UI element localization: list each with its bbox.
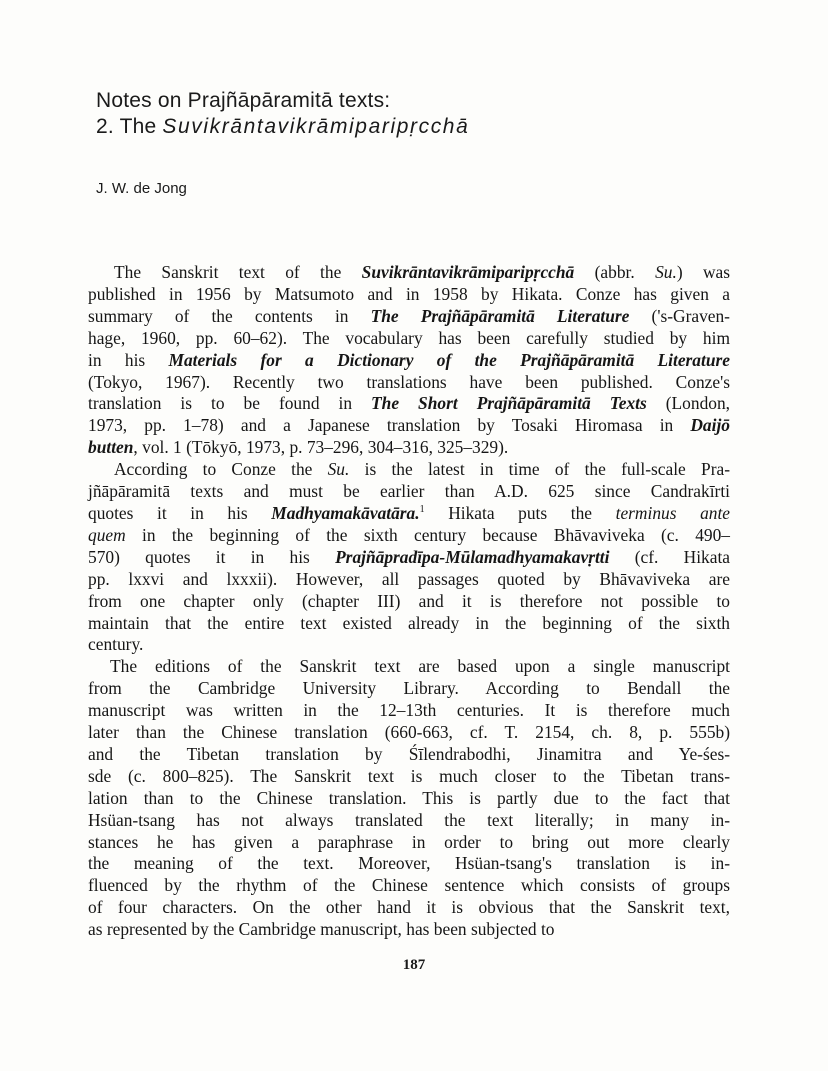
text-run: (London, — [646, 393, 731, 414]
text-run: quotes it in his — [88, 502, 272, 523]
text-run: of four characters. On the other hand it is obvious that the Sanskrit text, — [88, 897, 730, 918]
body-line — [88, 393, 730, 415]
article-body — [88, 262, 730, 941]
text-run: Hsüan-tsang has not always translated the text literally; in many in- — [88, 809, 730, 830]
text-run: the meaning of the text. Moreover, Hsüan-tsang's translation is in- — [88, 853, 730, 874]
body-line — [88, 656, 730, 678]
body-line — [88, 722, 730, 744]
text-run: (abbr. — [574, 262, 656, 282]
text-run: century. — [88, 634, 144, 655]
title-line-1: Notes on Prajñāpāramitā texts: — [96, 89, 391, 112]
body-line — [88, 481, 730, 503]
body-line — [88, 613, 730, 635]
body-line — [88, 459, 730, 481]
text-run: ) was — [676, 262, 731, 282]
text-run: and the Tibetan translation by Śīlendrabodhi, Jinamitra and Ye-śes- — [88, 743, 730, 764]
body-line — [88, 415, 730, 437]
text-run: stances he has given a paraphrase in order to bring out more clearly — [88, 831, 730, 852]
body-line — [88, 766, 730, 788]
emphasized-text: Suvikrāntavikrāmiparipṛcchā — [361, 262, 575, 282]
text-run: as represented by the Cambridge manuscript, has been subjected to — [88, 919, 555, 940]
text-run: from the Cambridge University Library. According to Bendall the — [88, 678, 730, 699]
text-run: 570) quotes it in his — [88, 546, 336, 567]
emphasized-text: terminus ante — [615, 502, 731, 523]
text-run: hage, 1960, pp. 60–62). The vocabulary has been carefully studied by him — [88, 327, 730, 348]
footnote-marker: 1 — [419, 503, 425, 515]
body-line — [88, 875, 730, 897]
article-title — [96, 88, 469, 140]
title-prefix: 2. The — [96, 115, 163, 138]
emphasized-text: butten — [88, 437, 134, 458]
body-line — [88, 897, 730, 919]
body-line — [88, 853, 730, 875]
title-line-2 — [96, 114, 469, 140]
body-line — [88, 350, 730, 372]
page-number: 187 — [402, 957, 426, 973]
text-run: later than the Chinese translation (660-663, cf. T. 2154, ch. 8, p. 555b) — [88, 722, 730, 743]
body-line — [88, 437, 730, 459]
title-work-name: Suvikrāntavikrāmiparipṛcchā — [162, 115, 470, 138]
text-run: Hikata puts the — [424, 502, 616, 523]
emphasized-text: Materials for a Dictionary of the Prajñāpāramitā Literature — [168, 349, 730, 370]
text-run: in his — [88, 349, 169, 370]
emphasized-text: The Short Prajñāpāramitā Texts — [371, 393, 647, 414]
text-run: lation than to the Chinese translation. This is partly due to the fact that — [88, 787, 730, 808]
text-run: jñāpāramitā texts and must be earlier than A.D. 625 since Candrakīrti — [88, 481, 730, 502]
body-line — [88, 700, 730, 722]
text-run: summary of the contents in — [88, 305, 371, 326]
text-run: from one chapter only (chapter III) and it is therefore not possible to — [88, 590, 730, 611]
text-run: published in 1956 by Matsumoto and in 1958 by Hikata. Conze has given a — [88, 283, 730, 304]
text-run: maintain that the entire text existed already in the beginning of the sixth — [88, 612, 730, 633]
emphasized-text: Madhyamakāvatāra. — [271, 502, 420, 523]
text-run: The Sanskrit text of the — [114, 262, 362, 282]
body-line — [88, 591, 730, 613]
body-line — [88, 832, 730, 854]
author-name: J. W. de Jong — [96, 180, 187, 197]
body-line — [88, 678, 730, 700]
body-line — [88, 372, 730, 394]
text-run: , vol. 1 (Tōkyō, 1973, p. 73–296, 304–316, 325–329). — [133, 437, 509, 458]
emphasized-text: The Prajñāpāramitā Literature — [370, 305, 630, 326]
text-run: (Tokyo, 1967). Recently two translations have been published. Conze's — [88, 371, 730, 392]
body-line — [88, 525, 730, 547]
body-line — [88, 262, 730, 284]
text-run: fluenced by the rhythm of the Chinese sentence which consists of groups — [88, 875, 730, 896]
emphasized-text: Daijō — [690, 415, 730, 436]
body-line — [88, 634, 730, 656]
body-line — [88, 284, 730, 306]
body-line — [88, 503, 730, 525]
body-line — [88, 547, 730, 569]
text-run: The editions of the Sanskrit text are based upon a single manuscript — [110, 656, 730, 677]
body-line — [88, 569, 730, 591]
emphasized-text: Prajñāpradīpa-Mūlamadhyamakavṛtti — [335, 546, 610, 567]
text-run: is the latest in time of the full-scale Pra- — [349, 459, 730, 480]
emphasized-text: Su. — [327, 459, 350, 480]
body-line — [88, 919, 730, 941]
text-run: (cf. Hikata — [609, 546, 731, 567]
text-run: translation is to be found in — [88, 393, 372, 414]
emphasized-text: Su. — [655, 262, 677, 282]
body-line — [88, 810, 730, 832]
body-line — [88, 306, 730, 328]
text-run: 1973, pp. 1–78) and a Japanese translation by Tosaki Hiromasa in — [88, 415, 691, 436]
body-line — [88, 788, 730, 810]
body-line — [88, 328, 730, 350]
text-run: sde (c. 800–825). The Sanskrit text is much closer to the Tibetan trans- — [88, 765, 730, 786]
text-run: ('s-Graven- — [629, 305, 730, 326]
text-run: manuscript was written in the 12–13th centuries. It is therefore much — [88, 700, 730, 721]
text-run: pp. lxxvi and lxxxii). However, all passages quoted by Bhāvaviveka are — [88, 568, 730, 589]
text-run: in the beginning of the sixth century because Bhāvaviveka (c. 490– — [125, 524, 730, 545]
text-run: According to Conze the — [114, 459, 328, 480]
body-line — [88, 744, 730, 766]
emphasized-text: quem — [88, 524, 126, 545]
